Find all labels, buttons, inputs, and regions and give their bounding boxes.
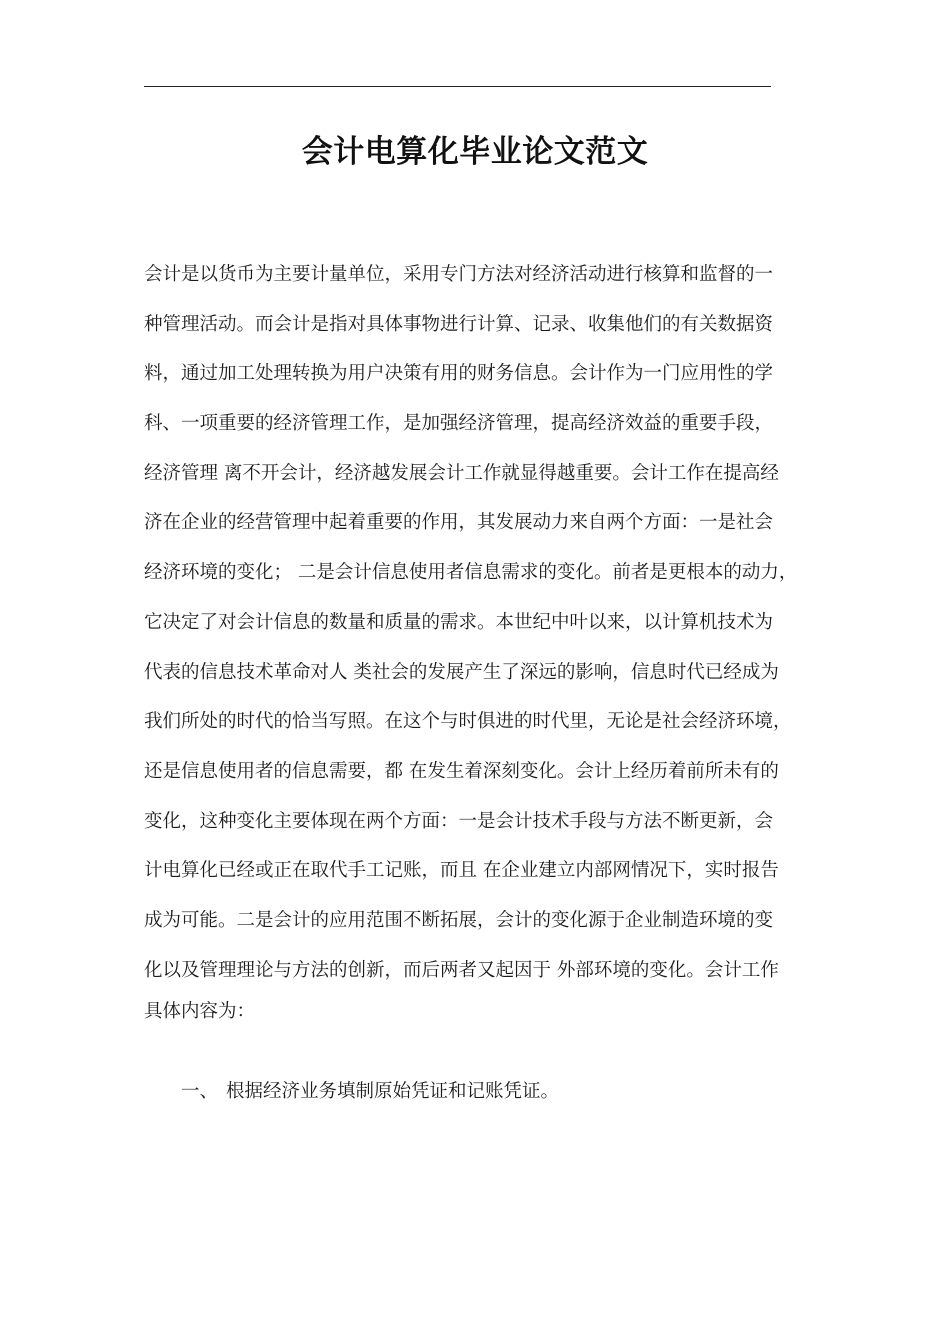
list-item-text: 根据经济业务填制原始凭证和记账凭证。: [226, 1081, 560, 1102]
list-marker: 一、: [181, 1081, 219, 1102]
body-line: 济在企业的经营管理中起着重要的作用，其发展动力来自两个方面：一是社会: [144, 512, 774, 534]
body-line: 具体内容为：: [144, 1001, 256, 1023]
header-rule: [144, 86, 771, 87]
body-paragraph: [144, 250, 824, 1029]
body-line: 我们所处的时代的恰当写照。在这个与时俱进的时代里，无论是社会经济环境，: [144, 711, 792, 733]
body-line: 会计是以货币为主要计量单位，采用专门方法对经济活动进行核算和监督的一: [144, 264, 774, 285]
page-title: 会计电算化毕业论文范文: [301, 134, 649, 170]
body-line: 它决定了对会计信息的数量和质量的需求。本世纪中叶以来，以计算机技术为: [144, 611, 774, 633]
body-line: 代表的信息技术革命对人 类社会的发展产生了深远的影响，信息时代已经成为: [144, 661, 779, 683]
body-line: 经济管理 离不开会计，经济越发展会计工作就显得越重要。会计工作在提高经: [144, 462, 779, 484]
body-line: 还是信息使用者的信息需要，都 在发生着深刻变化。会计上经历着前所未有的: [144, 760, 779, 782]
body-line: 种管理活动。而会计是指对具体事物进行计算、记录、收集他们的有关数据资: [144, 313, 774, 335]
body-line: 经济环境的变化； 二是会计信息使用者信息需求的变化。前者是更根本的动力，: [144, 562, 798, 584]
body-line: 化以及管理理论与方法的创新，而后两者又起因于 外部环境的变化。会计工作: [144, 959, 779, 981]
list-item: [181, 1072, 559, 1112]
body-line: 变化，这种变化主要体现在两个方面：一是会计技术手段与方法不断更新，会: [144, 810, 774, 832]
body-line: 科、一项重要的经济管理工作，是加强经济管理，提高经济效益的重要手段，: [144, 413, 774, 435]
body-line: 料，通过加工处理转换为用户决策有用的财务信息。会计作为一门应用性的学: [144, 363, 774, 385]
body-line: 计电算化已经或正在取代手工记账，而且 在企业建立内部网情况下，实时报告: [144, 860, 779, 882]
body-line: 成为可能。二是会计的应用范围不断拓展，会计的变化源于企业制造环境的变: [144, 909, 774, 931]
